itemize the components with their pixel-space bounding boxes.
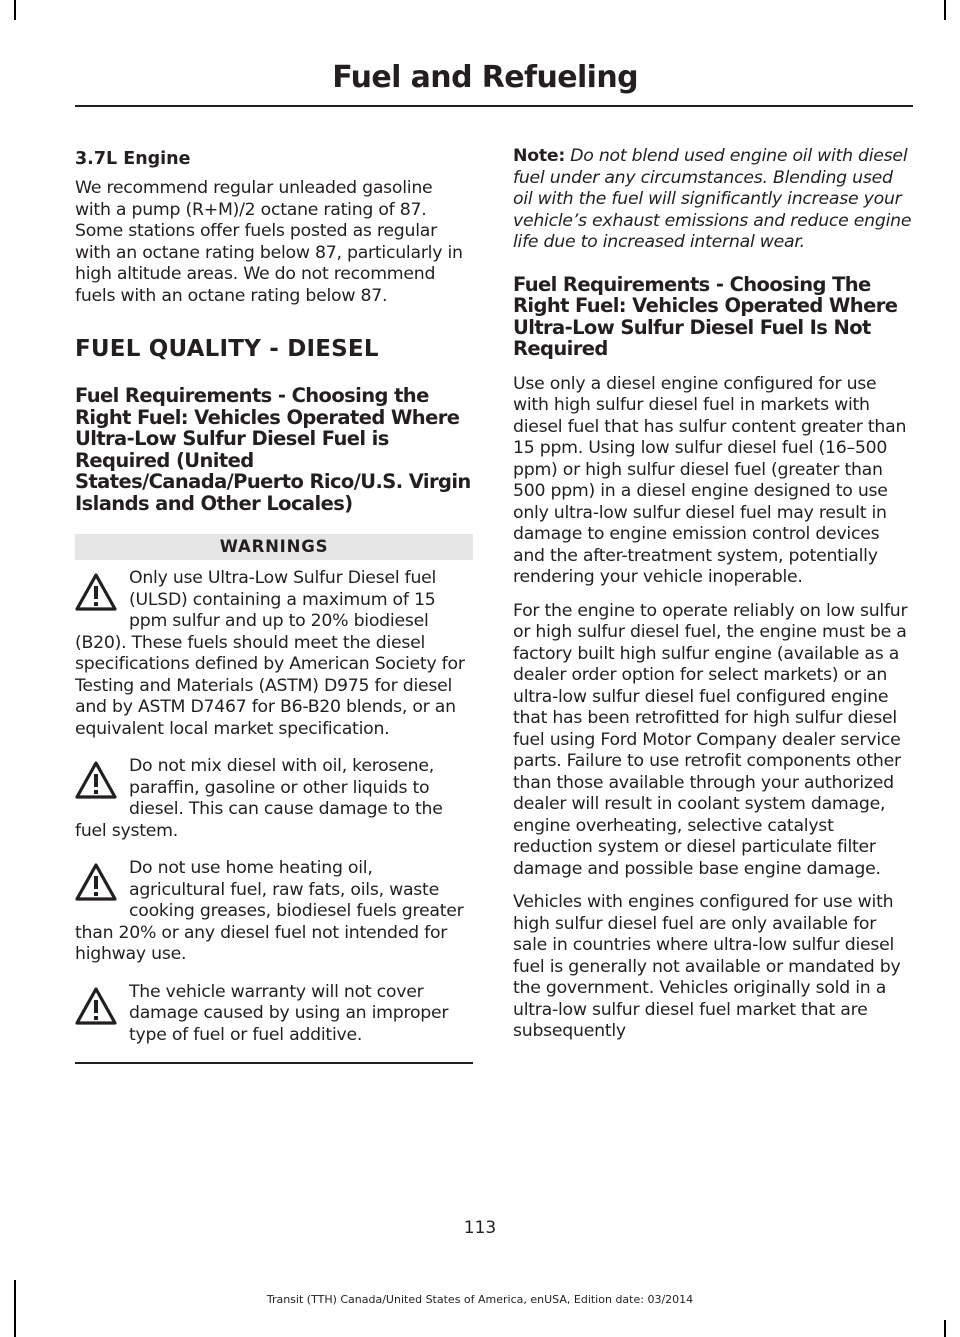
note-label: Note: — [513, 146, 565, 166]
crop-mark-bottom-right — [944, 1320, 946, 1337]
warning-text: The vehicle warranty will not cover damage caused by using an improper type of fuel or fuel additive. — [129, 981, 449, 1045]
subsection-title-ulsd-not-required: Fuel Requirements - Choosing The Right Fuel: Vehicles Operated Where Ultra-Low Sulfur Diesel Fuel Is Not Required — [513, 272, 898, 360]
subsection-title-ulsd-required: Fuel Requirements - Choosing the Right Fuel: Vehicles Operated Where Ultra-Low Sulfur Diesel Fuel is Required (United States/Canada/Puerto Rico/U.S. Virgin Islands and Other Locales) — [75, 384, 471, 515]
note-text: Do not blend used engine oil with diesel fuel under any circumstances. Blending used oil with the fuel will significantly increase your vehicle’s exhaust emissions and reduce engine life due to increased internal wear. — [513, 146, 912, 252]
note-paragraph — [513, 146, 913, 254]
page-number: 113 — [463, 1218, 497, 1238]
warnings-header: WARNINGS — [75, 534, 473, 560]
engine-paragraph: We recommend regular unleaded gasoline with a pump (R+M)/2 octane rating of 87. Some stations offer fuels posted as regular with an octane rating below 87, particularly in high altitude areas. We do not recommend fuels with an octane rating below 87. — [75, 178, 463, 306]
warnings-end-rule — [75, 1062, 473, 1064]
crop-mark-bottom-left — [14, 1280, 16, 1337]
left-column — [75, 146, 473, 1064]
warning-item — [75, 982, 473, 1047]
warning-item — [75, 858, 473, 966]
warning-text: Only use Ultra-Low Sulfur Diesel fuel (ULSD) containing a maximum of 15 ppm sulfur and up to 20% biodiesel (B20). These fuels should meet the diesel specifications defined by American Society for Testing and Materials (ASTM) D975 for diesel and by ASTM D7467 for B6-B20 blends, or an equivalent local market specification. — [75, 568, 465, 739]
warning-triangle-icon — [75, 760, 117, 800]
warning-text: Do not mix diesel with oil, kerosene, paraffin, gasoline or other liquids to diesel. This can cause damage to the fuel system. — [75, 756, 443, 841]
paragraph: Vehicles with engines configured for use with high sulfur diesel fuel are only available for sale in countries where ultra-low sulfur diesel fuel is generally not available or mandated by the government. Vehicles originally sold in a ultra-low sulfur diesel fuel market that are subsequently — [513, 892, 901, 1041]
engine-heading: 3.7L Engine — [75, 149, 191, 169]
paragraph: For the engine to operate reliably on low sulfur or high sulfur diesel fuel, the engine must be a factory built high sulfur engine (available as a dealer order option for select markets) or an ultra-low sulfur diesel fuel configured engine that has been retrofitted for high sulfur diesel fuel using Ford Motor Company dealer service parts. Failure to use retrofit components other than those available through your authorized dealer will result in coolant system damage, engine overheating, selective catalyst reduction system or diesel particulate filter damage and possible base engine damage. — [513, 600, 908, 879]
section-title: FUEL QUALITY - DIESEL — [75, 336, 379, 362]
warning-triangle-icon — [75, 862, 117, 902]
warning-triangle-icon — [75, 572, 117, 612]
paragraph: Use only a diesel engine configured for use with high sulfur diesel fuel in markets with diesel fuel that has sulfur content greater than 15 ppm. Using low sulfur diesel fuel (16–500 ppm) or high sulfur diesel fuel (greater than 500 ppm) in a diesel engine designed to use only ultra-low sulfur diesel fuel may result in damage to engine emission control devices and the after-treatment system, potentially rendering your vehicle inoperable. — [513, 373, 907, 587]
right-column — [513, 146, 913, 1055]
page-header-title: Fuel and Refueling — [332, 60, 638, 95]
warning-triangle-icon — [75, 986, 117, 1026]
crop-mark-top-left — [14, 0, 16, 20]
warning-item — [75, 568, 473, 740]
warning-text: Do not use home heating oil, agricultural fuel, raw fats, oils, waste cooking greases, biodiesel fuels greater than 20% or any diesel fuel not intended for highway use. — [75, 858, 464, 964]
warning-item — [75, 756, 473, 842]
header-divider — [75, 105, 913, 107]
crop-mark-top-right — [944, 0, 946, 20]
footer-edition-info: Transit (TTH) Canada/United States of America, enUSA, Edition date: 03/2014 — [266, 1293, 694, 1306]
